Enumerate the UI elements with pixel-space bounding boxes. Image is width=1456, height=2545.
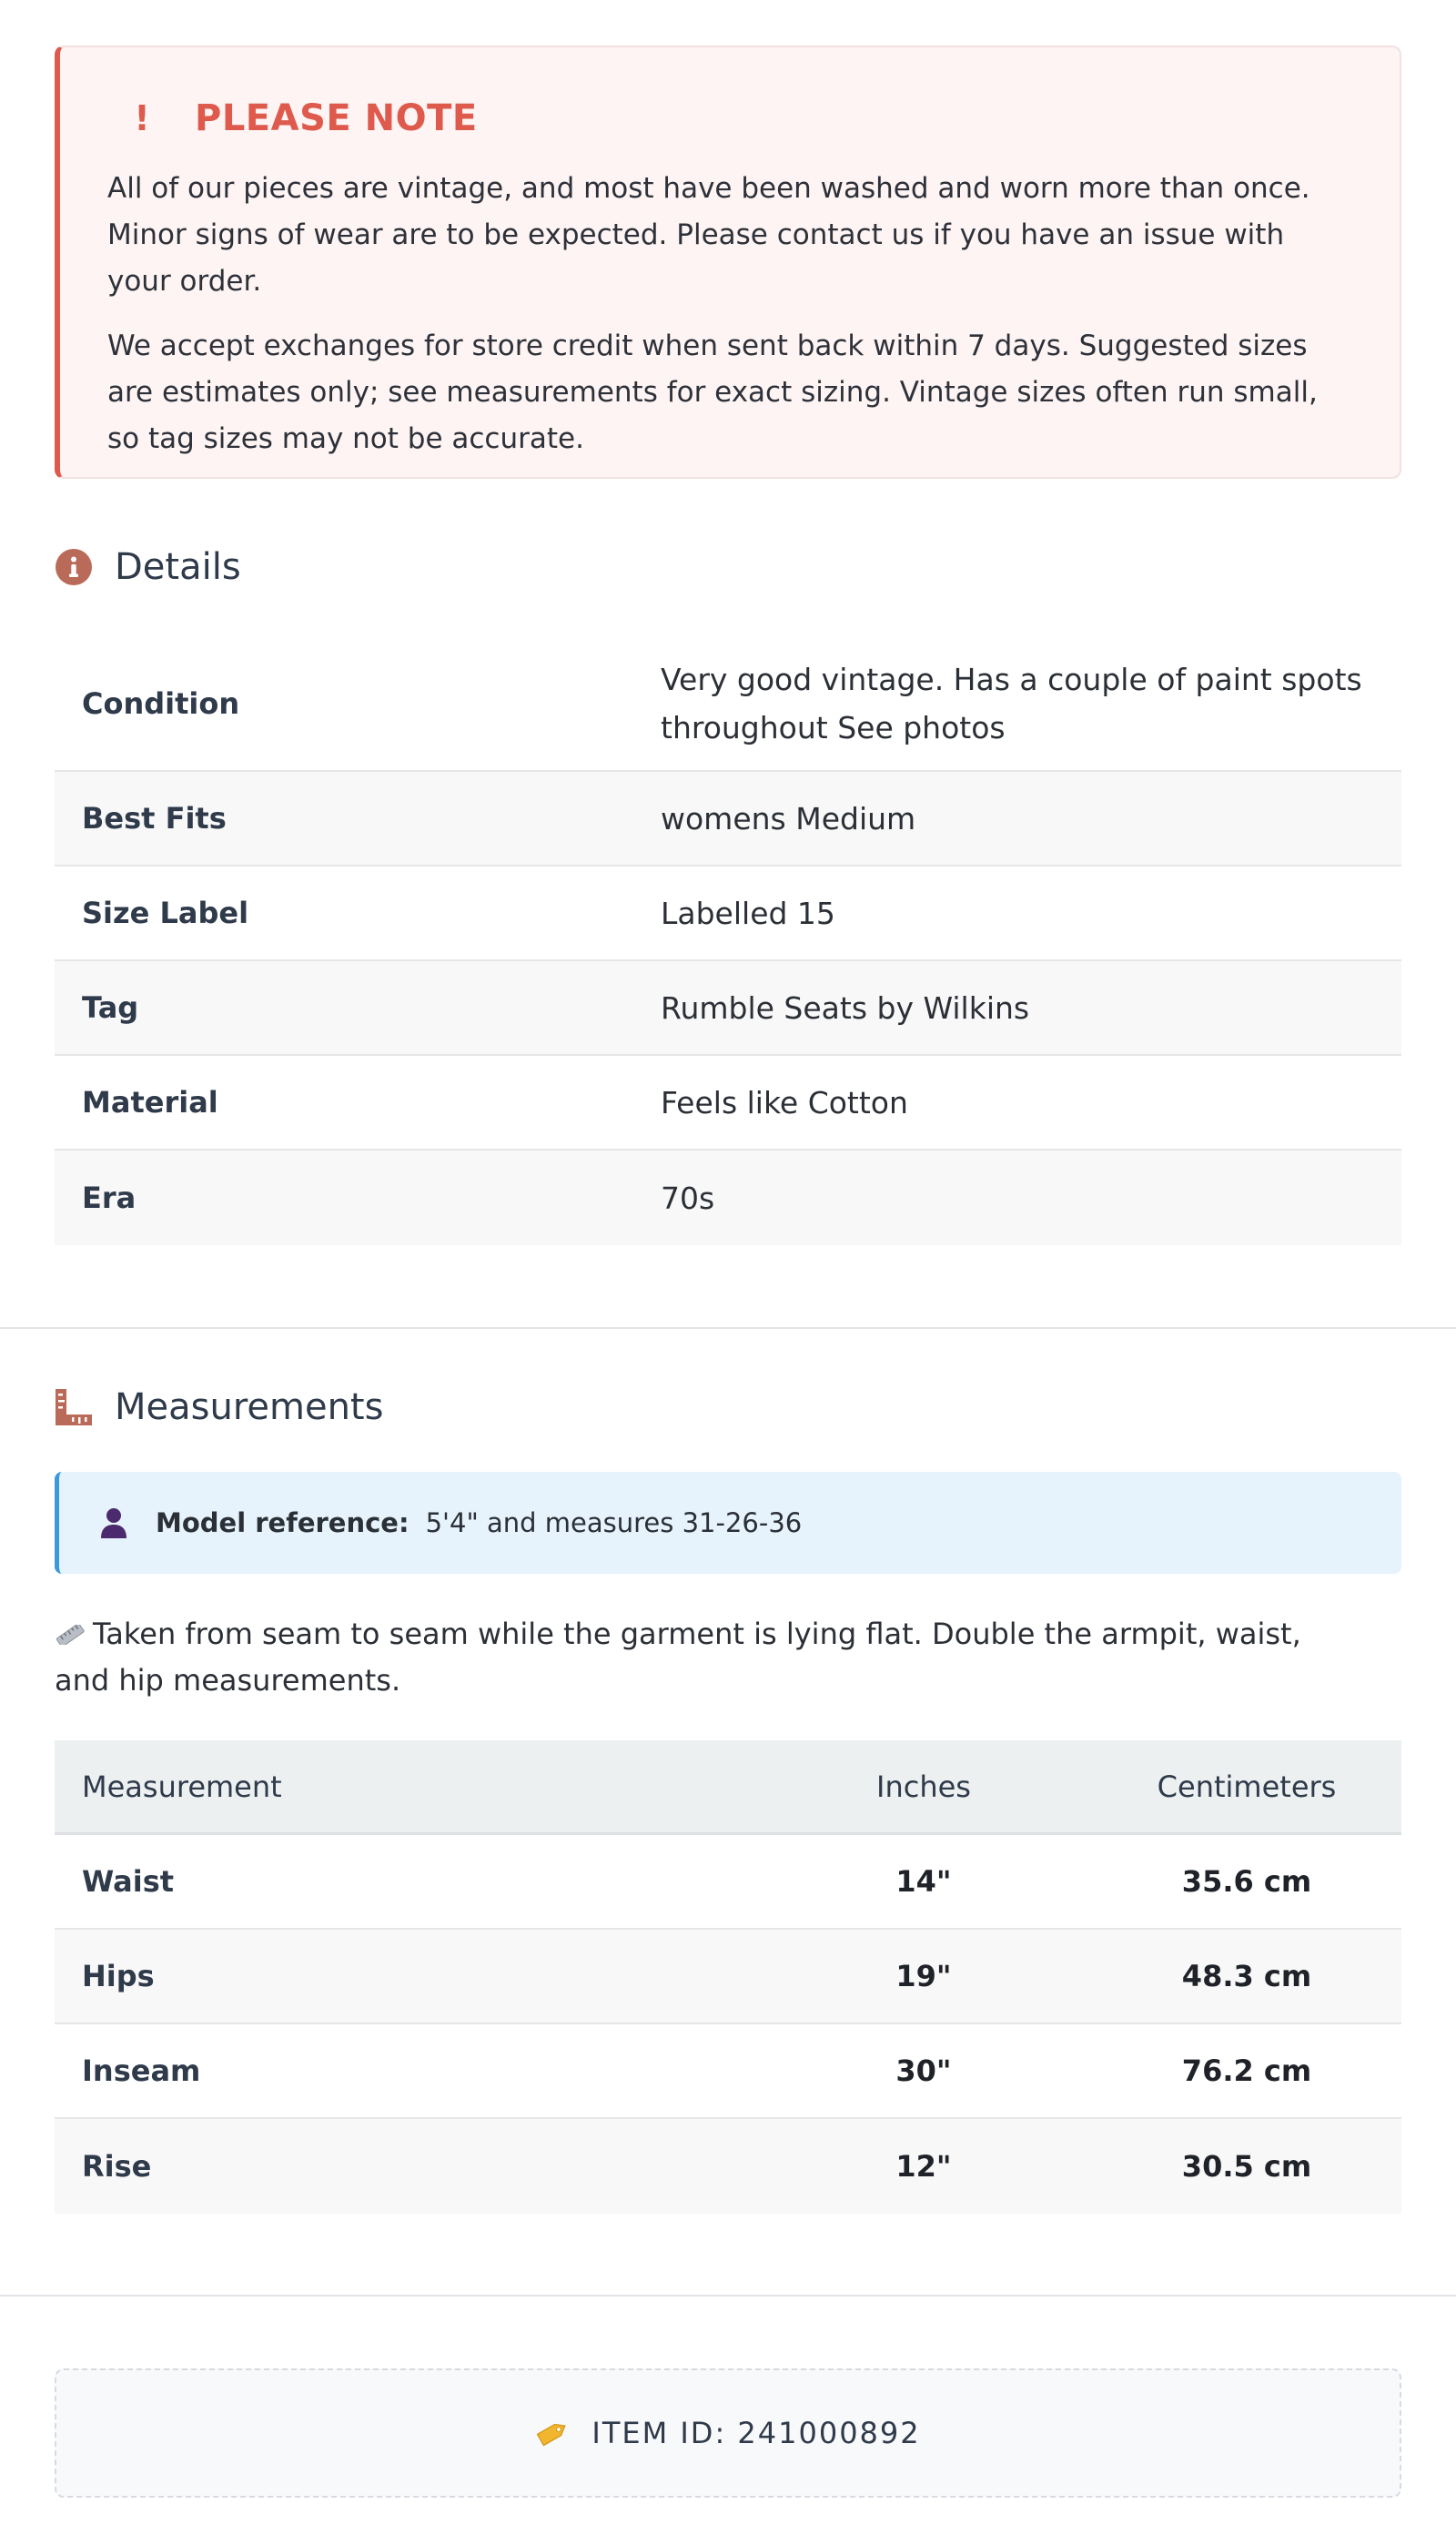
measurement-inches: 12" <box>895 2149 952 2184</box>
measurement-cm: 76.2 cm <box>1181 2053 1312 2088</box>
notice-paragraph: All of our pieces are vintage, and most have been washed and worn more than once. Minor signs of wear are to be expected. Please contact us if you have an issue with your order. <box>107 172 1310 298</box>
measurement-inches: 14" <box>895 1864 952 1899</box>
model-reference-value: 5'4" and measures 31-26-36 <box>425 1507 803 1538</box>
details-label: Condition <box>82 686 240 721</box>
details-label: Best Fits <box>82 801 227 836</box>
measurement-note-text: Taken from seam to seam while the garment is lying flat. Double the armpit, waist, and hip measurements. <box>55 1617 1301 1698</box>
measurements-table <box>55 1740 1401 2214</box>
user-icon <box>99 1506 128 1539</box>
ruler-combined-icon <box>55 1388 93 1426</box>
measurement-cm: 30.5 cm <box>1181 2149 1312 2184</box>
details-label: Era <box>82 1181 136 1215</box>
details-row <box>55 961 1401 1056</box>
measurement-row <box>55 1835 1401 1930</box>
column-header-inches: Inches <box>876 1769 971 1804</box>
details-row <box>55 1151 1401 1245</box>
section-divider <box>0 2295 1456 2297</box>
measurement-inches: 19" <box>895 1959 952 1993</box>
measurement-row <box>55 2024 1401 2119</box>
details-value: Very good vintage. Has a couple of paint spots throughout See photos <box>661 662 1362 745</box>
measurements-title: Measurements <box>115 1386 384 1428</box>
measurement-cm: 35.6 cm <box>1181 1864 1312 1899</box>
section-divider <box>0 1327 1456 1329</box>
details-table <box>55 637 1401 1245</box>
item-id-text: ITEM ID: 241000892 <box>592 2416 921 2450</box>
measurements-heading <box>55 1384 383 1430</box>
details-value: womens Medium <box>661 800 916 837</box>
details-label: Tag <box>82 990 139 1025</box>
column-header-centimeters: Centimeters <box>1157 1769 1337 1804</box>
details-value: Labelled 15 <box>661 895 835 931</box>
measurement-cm: 48.3 cm <box>1181 1959 1312 1993</box>
notice-paragraph: We accept exchanges for store credit when sent back within 7 days. Suggested sizes are estimates only; see measurements for exact sizing. Vintage sizes often run small, so tag sizes may not be accurate. <box>107 330 1318 455</box>
measurement-row <box>55 2119 1401 2214</box>
please-note-box <box>55 46 1401 479</box>
notice-header <box>107 97 1352 139</box>
info-icon <box>55 548 93 586</box>
measurement-name: Hips <box>82 1959 155 1993</box>
details-row <box>55 1056 1401 1151</box>
details-row <box>55 867 1401 961</box>
details-value: Rumble Seats by Wilkins <box>661 989 1030 1026</box>
measurement-row <box>55 1930 1401 2024</box>
measurement-inches: 30" <box>895 2053 952 2088</box>
exclamation-icon: ! <box>134 98 150 138</box>
details-label: Material <box>82 1085 218 1120</box>
details-value: Feels like Cotton <box>661 1084 908 1120</box>
details-value: 70s <box>661 1180 715 1216</box>
measurements-header-row <box>55 1740 1401 1835</box>
model-reference-label: Model reference: <box>156 1507 410 1538</box>
measurement-name: Waist <box>82 1864 175 1899</box>
item-id-box <box>55 2368 1401 2498</box>
measurement-name: Inseam <box>82 2053 201 2088</box>
details-title: Details <box>115 546 241 588</box>
column-header-measurement: Measurement <box>82 1769 282 1804</box>
details-row <box>55 637 1401 772</box>
details-row <box>55 772 1401 867</box>
ruler-icon <box>55 1625 86 1645</box>
tag-icon <box>535 2418 570 2449</box>
measurement-name: Rise <box>82 2149 152 2184</box>
model-reference-box <box>55 1472 1401 1574</box>
details-heading <box>55 544 241 590</box>
details-label: Size Label <box>82 896 249 930</box>
notice-title: PLEASE NOTE <box>195 97 478 139</box>
measurement-note <box>55 1611 1329 1704</box>
